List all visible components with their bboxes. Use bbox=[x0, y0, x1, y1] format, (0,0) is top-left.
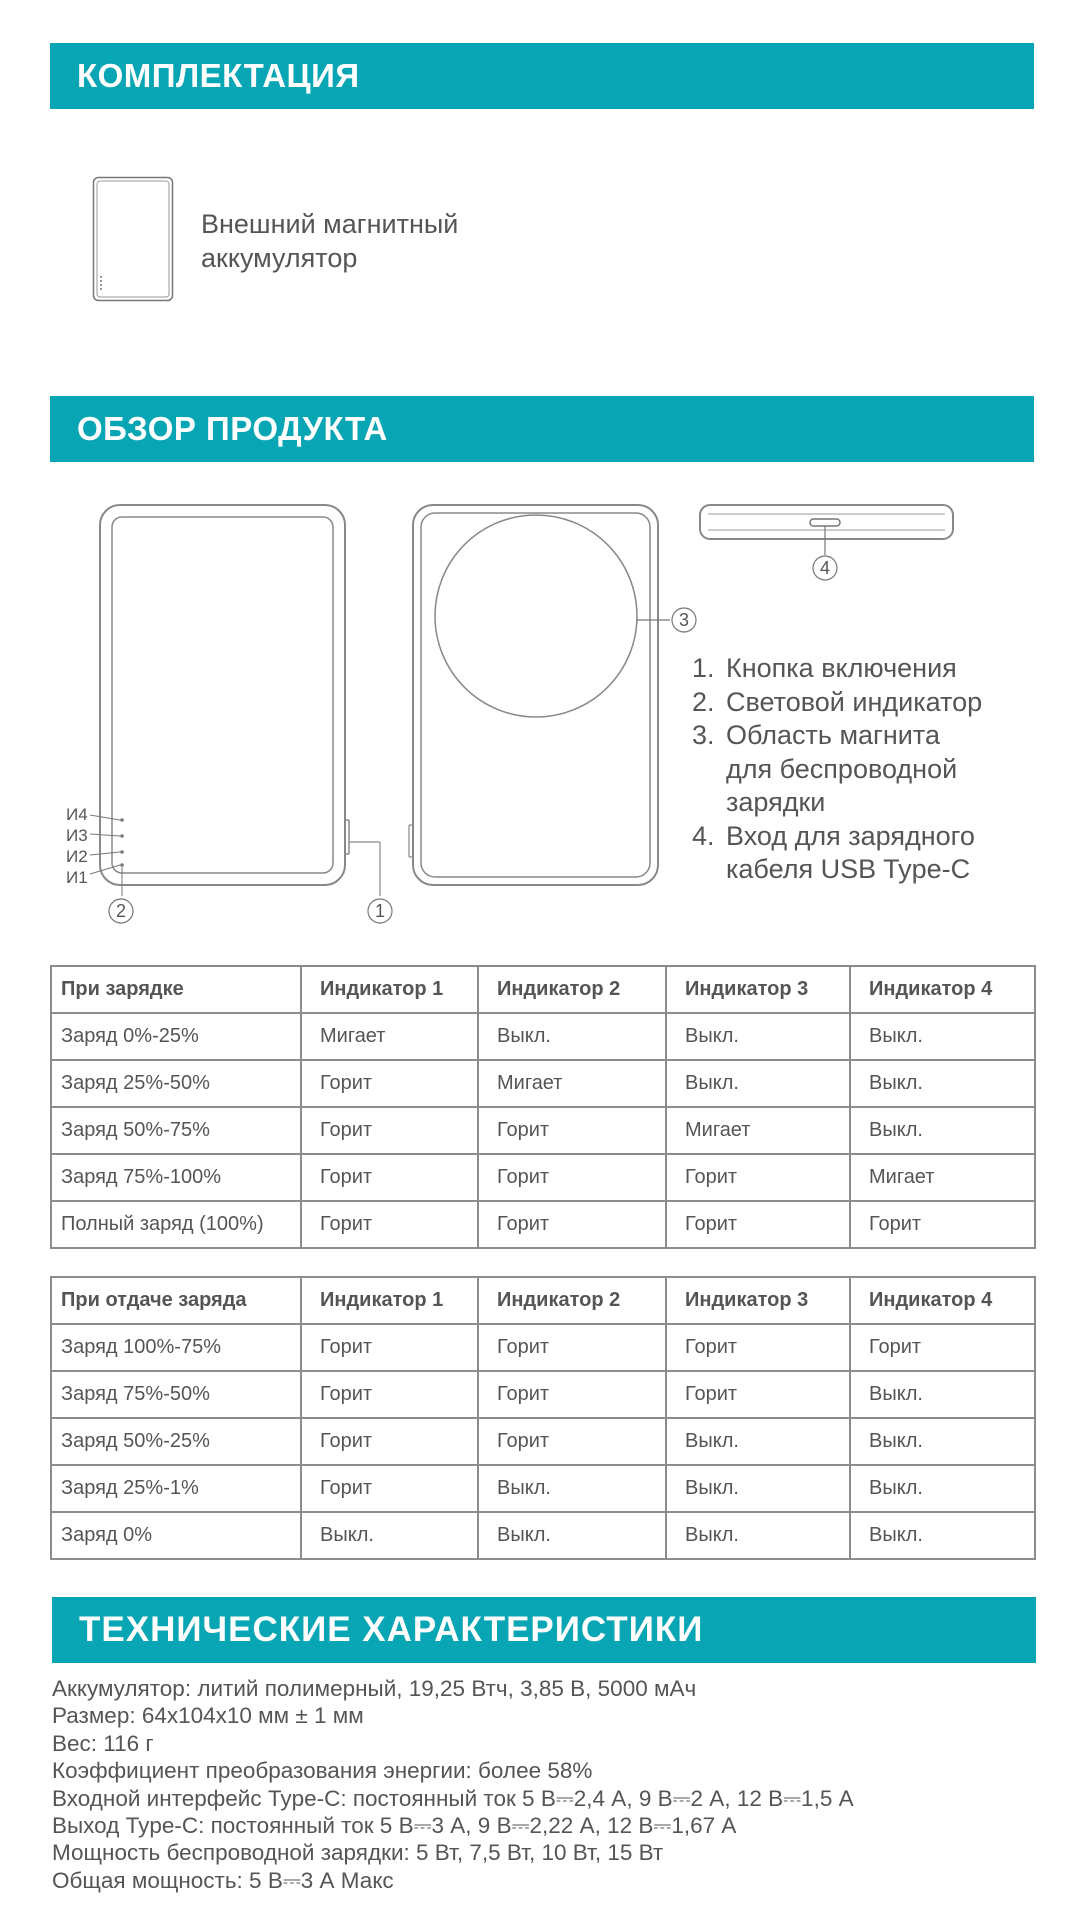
callout-2: 2 bbox=[115, 901, 127, 921]
column-header: Индикатор 2 bbox=[478, 1277, 666, 1324]
indicator-state-cell: Горит bbox=[301, 1324, 478, 1371]
indicator-state-cell: Выкл. bbox=[850, 1512, 1035, 1559]
column-header: Индикатор 1 bbox=[301, 966, 478, 1013]
column-header: При зарядке bbox=[51, 966, 301, 1013]
indicator-label-1: И1 bbox=[66, 868, 88, 887]
indicator-state-cell: Выкл. bbox=[666, 1013, 850, 1060]
spec-line: Размер: 64x104x10 мм ± 1 мм bbox=[52, 1703, 364, 1729]
table-row bbox=[51, 1201, 1035, 1248]
legend-text: для беспроводной bbox=[726, 753, 958, 784]
legend-text: кабеля USB Type-C bbox=[726, 854, 971, 884]
indicator-state-cell: Горит bbox=[478, 1154, 666, 1201]
table-row bbox=[51, 1465, 1035, 1512]
indicator-state-cell: Выкл. bbox=[478, 1013, 666, 1060]
spec-line: Вес: 116 г bbox=[52, 1730, 154, 1756]
column-header: Индикатор 3 bbox=[666, 966, 850, 1013]
spec-line: Выход Type-C: постоянный ток 5 В⎓3 А, 9 В⎓2,22 А, 12 В⎓1,67 А bbox=[52, 1813, 737, 1839]
indicator-state-cell: Мигает bbox=[478, 1060, 666, 1107]
table-row bbox=[51, 1324, 1035, 1371]
kit-item-line-1: Внешний магнитный bbox=[201, 209, 459, 239]
table-row bbox=[51, 1107, 1035, 1154]
legend-item bbox=[692, 686, 1052, 720]
callout-4: 4 bbox=[819, 558, 831, 578]
bottom-view bbox=[700, 505, 953, 580]
back-view bbox=[409, 505, 696, 885]
front-view bbox=[66, 505, 392, 923]
row-label-cell: Заряд 25%-1% bbox=[51, 1465, 301, 1512]
indicator-state-cell: Выкл. bbox=[301, 1512, 478, 1559]
legend-text: Вход для зарядного bbox=[726, 820, 975, 851]
indicator-state-cell: Горит bbox=[301, 1154, 478, 1201]
indicator-state-cell: Выкл. bbox=[850, 1465, 1035, 1512]
indicator-state-cell: Горит bbox=[301, 1201, 478, 1248]
indicator-state-cell: Горит bbox=[666, 1324, 850, 1371]
indicator-state-cell: Горит bbox=[478, 1418, 666, 1465]
table-row bbox=[51, 1371, 1035, 1418]
row-label-cell: Заряд 0% bbox=[51, 1512, 301, 1559]
indicator-state-cell: Горит bbox=[666, 1154, 850, 1201]
indicator-state-cell: Горит bbox=[478, 1371, 666, 1418]
row-label-cell: Заряд 25%-50% bbox=[51, 1060, 301, 1107]
specs-list bbox=[52, 1675, 1052, 1894]
indicator-state-cell: Горит bbox=[478, 1107, 666, 1154]
indicator-state-cell: Выкл. bbox=[850, 1418, 1035, 1465]
indicator-label-3: И3 bbox=[66, 826, 88, 845]
table-row bbox=[51, 1060, 1035, 1107]
section-header-specs: ТЕХНИЧЕСКИЕ ХАРАКТЕРИСТИКИ bbox=[52, 1597, 1036, 1663]
indicator-state-cell: Выкл. bbox=[478, 1465, 666, 1512]
spec-line: Мощность беспроводной зарядки: 5 Вт, 7,5 Вт, 10 Вт, 15 Вт bbox=[52, 1840, 664, 1866]
indicator-state-cell: Горит bbox=[666, 1201, 850, 1248]
row-label-cell: Заряд 100%-75% bbox=[51, 1324, 301, 1371]
legend-number: 1. bbox=[692, 653, 715, 683]
row-label-cell: Заряд 75%-100% bbox=[51, 1154, 301, 1201]
charging-indicator-table bbox=[50, 965, 1036, 1249]
row-label-cell: Заряд 50%-75% bbox=[51, 1107, 301, 1154]
column-header: Индикатор 4 bbox=[850, 1277, 1035, 1324]
legend-number: 2. bbox=[692, 686, 715, 717]
column-header: Индикатор 1 bbox=[301, 1277, 478, 1324]
indicator-state-cell: Выкл. bbox=[666, 1418, 850, 1465]
column-header: Индикатор 4 bbox=[850, 966, 1035, 1013]
spec-line: Входной интерфейс Type-C: постоянный ток 5 В⎓2,4 А, 9 В⎓2 А, 12 В⎓1,5 А bbox=[52, 1785, 854, 1811]
table-row bbox=[51, 1013, 1035, 1060]
legend-number: 3. bbox=[692, 720, 715, 750]
table-row bbox=[51, 1512, 1035, 1559]
legend-item bbox=[692, 820, 1052, 887]
indicator-state-cell: Выкл. bbox=[666, 1465, 850, 1512]
row-label-cell: Заряд 75%-50% bbox=[51, 1371, 301, 1418]
part-legend bbox=[692, 652, 1052, 887]
legend-text: Кнопка включения bbox=[726, 653, 957, 683]
legend-text: зарядки bbox=[726, 787, 826, 817]
kit-item-label bbox=[201, 207, 521, 275]
table-header-row bbox=[51, 1277, 1035, 1324]
power-bank-icon bbox=[92, 176, 174, 302]
legend-number: 4. bbox=[692, 820, 715, 851]
indicator-state-cell: Горит bbox=[850, 1201, 1035, 1248]
callout-3: 3 bbox=[678, 610, 690, 630]
indicator-state-cell: Мигает bbox=[850, 1154, 1035, 1201]
indicator-state-cell: Выкл. bbox=[850, 1371, 1035, 1418]
indicator-state-cell: Выкл. bbox=[478, 1512, 666, 1559]
indicator-state-cell: Выкл. bbox=[666, 1060, 850, 1107]
spec-line: Аккумулятор: литий полимерный, 19,25 Втч, 3,85 В, 5000 мАч bbox=[52, 1676, 697, 1701]
spec-line: Общая мощность: 5 В⎓3 А Макс bbox=[52, 1867, 394, 1893]
legend-item bbox=[692, 719, 1052, 820]
table-row bbox=[51, 1418, 1035, 1465]
indicator-state-cell: Горит bbox=[301, 1465, 478, 1512]
indicator-state-cell: Выкл. bbox=[850, 1013, 1035, 1060]
indicator-state-cell: Горит bbox=[850, 1324, 1035, 1371]
indicator-label-4: И4 bbox=[66, 805, 88, 824]
indicator-state-cell: Горит bbox=[301, 1107, 478, 1154]
indicator-state-cell: Мигает bbox=[301, 1013, 478, 1060]
indicator-state-cell: Горит bbox=[478, 1324, 666, 1371]
indicator-state-cell: Горит bbox=[301, 1418, 478, 1465]
table-body bbox=[51, 1324, 1035, 1559]
column-header: Индикатор 2 bbox=[478, 966, 666, 1013]
indicator-state-cell: Горит bbox=[301, 1060, 478, 1107]
section-header-overview: ОБЗОР ПРОДУКТА bbox=[50, 396, 1034, 462]
table-header-row bbox=[51, 966, 1035, 1013]
discharging-indicator-table bbox=[50, 1276, 1036, 1560]
indicator-state-cell: Горит bbox=[478, 1201, 666, 1248]
section-header-kit: КОМПЛЕКТАЦИЯ bbox=[50, 43, 1034, 109]
indicator-state-cell: Выкл. bbox=[850, 1060, 1035, 1107]
table-row bbox=[51, 1154, 1035, 1201]
row-label-cell: Полный заряд (100%) bbox=[51, 1201, 301, 1248]
table-header bbox=[51, 966, 1035, 1013]
indicator-label-2: И2 bbox=[66, 847, 88, 866]
callout-1: 1 bbox=[374, 901, 386, 921]
legend-item bbox=[692, 652, 1052, 686]
row-label-cell: Заряд 0%-25% bbox=[51, 1013, 301, 1060]
kit-item-line-2: аккумулятор bbox=[201, 243, 358, 273]
indicator-state-cell: Выкл. bbox=[666, 1512, 850, 1559]
spec-line: Коэффициент преобразования энергии: более 58% bbox=[52, 1758, 593, 1784]
indicator-state-cell: Горит bbox=[666, 1371, 850, 1418]
indicator-state-cell: Мигает bbox=[666, 1107, 850, 1154]
table-header bbox=[51, 1277, 1035, 1324]
legend-text: Световой индикатор bbox=[726, 686, 983, 717]
row-label-cell: Заряд 50%-25% bbox=[51, 1418, 301, 1465]
column-header: Индикатор 3 bbox=[666, 1277, 850, 1324]
column-header: При отдаче заряда bbox=[51, 1277, 301, 1324]
indicator-state-cell: Горит bbox=[301, 1371, 478, 1418]
indicator-state-cell: Выкл. bbox=[850, 1107, 1035, 1154]
legend-text: Область магнита bbox=[726, 720, 940, 750]
table-body bbox=[51, 1013, 1035, 1248]
